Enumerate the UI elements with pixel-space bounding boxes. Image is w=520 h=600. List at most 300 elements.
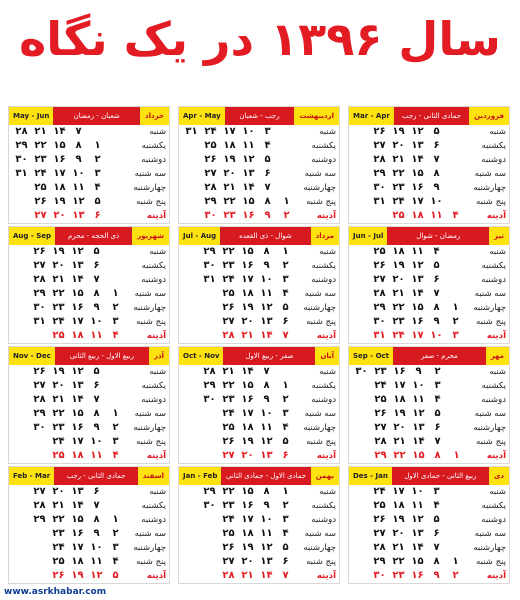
week-column [389,245,408,343]
date-cell: ۳۰ [33,422,46,433]
date-cell [182,167,201,181]
weekday-label: شنبه [319,247,336,257]
weekday-label: آدینه [146,571,166,581]
date-cell: ۱۹ [223,154,236,165]
date-cell: ۸ [433,168,440,179]
date-cell: ۳ [452,330,459,341]
date-cell [106,393,125,407]
weekday-label: چهارشنبه [473,183,506,193]
date-cell [30,541,49,555]
date-cell: ۲۶ [374,408,387,419]
weekday-label: پنج شنبه [476,557,506,567]
week-column [87,245,106,343]
weekday-label: یکشنبه [311,261,336,271]
date-cell: ۱۱ [260,528,273,539]
date-cell: ۱۶ [71,302,84,313]
weekday-label: آدینه [146,211,166,221]
date-cell: ۲ [282,500,289,511]
month-header [179,227,339,245]
weekday-column [125,485,169,583]
date-cell: ۱۰ [72,168,85,179]
weekday-label: سه شنبه [134,169,166,179]
date-cell: ۱۳ [71,260,84,271]
date-cell [106,259,125,273]
month-name: فروردین [469,107,509,125]
date-cell: ۱۱ [72,182,85,193]
week-column [182,125,201,223]
lunar-range: رجب - شعبان [225,107,295,125]
weekday-label: دوشنبه [311,395,336,405]
date-cell: ۸ [93,408,100,419]
weekday-label: سه شنبه [304,529,336,539]
weekday-label: پنج شنبه [136,557,166,567]
date-cell [200,541,219,555]
date-cell: ۲۷ [222,556,235,567]
date-cell: ۲۸ [222,570,235,581]
date-cell: ۱۱ [260,422,273,433]
date-cell: ۱۲ [260,542,273,553]
date-cell [12,209,31,223]
date-cell: ۶ [94,210,101,221]
date-cell: ۲۸ [222,330,235,341]
weekday-label: آدینه [316,571,336,581]
date-cell: ۱ [452,556,459,567]
weekday-label: دوشنبه [311,275,336,285]
date-cell: ۹ [433,316,440,327]
date-cell: ۲۴ [204,126,217,137]
date-cell: ۳۰ [373,182,386,193]
date-cell: ۱۱ [430,210,443,221]
date-cell: ۴ [433,500,440,511]
weekday-column [295,365,339,463]
date-cell: ۲۰ [241,450,254,461]
date-cell [446,153,465,167]
date-cell: ۱۹ [241,436,254,447]
date-cell: ۲۴ [34,168,47,179]
date-cell: ۱ [452,302,459,313]
date-cell: ۷ [434,436,441,447]
date-cell [447,365,466,379]
date-cell [200,301,219,315]
weekday-column [465,485,509,583]
date-cell: ۲۰ [392,140,405,151]
weekday-column [125,245,169,343]
date-cell: ۲۶ [373,126,386,137]
date-cell [277,125,296,139]
month-name: دی [489,467,509,485]
date-cell: ۲۳ [222,500,235,511]
date-cell: ۲۹ [203,246,216,257]
date-cell: ۱۰ [242,126,255,137]
weekday-label: سه شنبه [474,289,506,299]
date-cell: ۳ [264,126,271,137]
date-cell: ۲ [112,302,119,313]
week-column [257,245,276,343]
date-cell: ۲۷ [204,168,217,179]
date-cell [200,569,219,583]
date-cell: ۱۳ [71,486,84,497]
weekday-label: پنج شنبه [136,317,166,327]
date-columns [179,485,295,583]
date-cell [200,407,219,421]
month-header [349,467,509,485]
date-cell [446,287,465,301]
date-cell: ۲۹ [203,486,216,497]
date-cell [446,181,465,195]
weekday-label: سه شنبه [304,169,336,179]
date-cell [352,421,371,435]
weekday-label: آدینه [486,571,506,581]
date-cell: ۴ [112,450,119,461]
date-cell: ۴ [434,394,441,405]
date-cell: ۱۰ [260,514,273,525]
date-cell: ۱۷ [411,330,424,341]
date-cell: ۲۴ [374,380,387,391]
week-column [389,485,408,583]
date-cell: ۱۳ [260,450,273,461]
date-cell: ۱۶ [411,316,424,327]
month-panel [348,466,510,584]
week-column [31,125,50,223]
weekday-label: شنبه [319,367,336,377]
months-grid [8,106,514,586]
date-cell: ۲۲ [222,486,235,497]
lunar-range: ربیع الاول - ربیع الثانی [55,347,149,365]
date-cell: ۴ [264,140,271,151]
date-cell: ۱۷ [241,274,254,285]
date-cell: ۲۸ [204,182,217,193]
week-column [49,365,68,463]
date-cell: ۲۴ [222,514,235,525]
date-cell: ۸ [93,514,100,525]
date-cell [106,485,125,499]
lunar-range: جمادی الاول - جمادی الثانی [221,467,310,485]
date-cell: ۱۳ [411,274,424,285]
date-cell: ۱۸ [241,288,254,299]
gregorian-range: Nov - Dec [9,347,55,365]
date-cell: ۳۰ [204,210,217,221]
date-cell: ۷ [75,126,82,137]
date-cell: ۲۵ [374,394,387,405]
date-cell [106,499,125,513]
date-cell: ۲ [112,422,119,433]
date-cell: ۸ [434,450,441,461]
date-cell: ۲۷ [34,210,47,221]
weekday-label: دوشنبه [481,395,506,405]
date-cell [200,555,219,569]
month-name: اسفند [138,467,169,485]
date-cell: ۶ [433,274,440,285]
date-cell [200,435,219,449]
date-cell: ۱ [282,486,289,497]
date-cell: ۱۶ [71,422,84,433]
weekday-label: شنبه [149,487,166,497]
date-cell: ۱۲ [411,126,424,137]
weekday-label: آدینه [146,331,166,341]
date-cell: ۱۰ [90,542,103,553]
date-cell: ۲۶ [33,246,46,257]
date-cell: ۱۵ [412,450,425,461]
date-cell: ۱۰ [90,436,103,447]
weekday-label: پنج شنبه [476,317,506,327]
date-cell: ۲ [452,570,459,581]
weekday-label: چهارشنبه [303,423,336,433]
date-cell: ۱۵ [411,556,424,567]
date-cell: ۱۵ [71,514,84,525]
date-cell: ۳۱ [185,126,198,137]
date-cell: ۲۷ [222,316,235,327]
date-cell: ۹ [415,366,422,377]
date-cell [107,167,126,181]
date-cell: ۲۶ [373,260,386,271]
date-cell: ۲۸ [15,126,28,137]
date-cell: ۱۳ [412,422,425,433]
weekday-label: دوشنبه [141,395,166,405]
month-header [9,467,169,485]
date-cell: ۳۱ [33,316,46,327]
weekday-label: یکشنبه [481,501,506,511]
date-columns [349,125,465,223]
week-column [201,125,220,223]
date-cell [107,125,126,139]
week-column [371,365,390,463]
date-cell: ۲۲ [392,168,405,179]
date-cell: ۱۴ [241,366,254,377]
date-cell: ۱۸ [411,210,424,221]
date-cell: ۲۵ [52,330,65,341]
weekday-label: دوشنبه [481,155,506,165]
month-name: آبان [315,347,339,365]
date-cell: ۲۲ [52,408,65,419]
date-cell: ۱۰ [430,196,443,207]
date-cell: ۲ [282,394,289,405]
week-column [30,365,49,463]
date-cell: ۹ [93,302,100,313]
date-cell: ۱۴ [71,274,84,285]
weekday-label: شنبه [489,127,506,137]
date-cell: ۱۶ [241,260,254,271]
week-column [87,485,106,583]
month-name: بهمن [311,467,339,485]
date-cell: ۲۳ [374,366,387,377]
date-cell [200,527,219,541]
date-cell [107,209,126,223]
month-name: تیر [489,227,509,245]
date-cell [106,245,125,259]
date-cell: ۴ [112,556,119,567]
date-cell: ۵ [93,366,100,377]
date-cell: ۱۲ [242,154,255,165]
month-name: خرداد [140,107,169,125]
weekday-label: پنج شنبه [476,437,506,447]
date-cell: ۱۰ [430,330,443,341]
date-cell [446,195,465,209]
week-column [276,485,295,583]
date-cell: ۲۱ [52,394,65,405]
date-cell: ۲۱ [241,570,254,581]
week-column [408,125,427,223]
date-cell: ۷ [433,288,440,299]
date-cell [447,435,466,449]
date-cell: ۲۲ [393,450,406,461]
date-cell: ۱۸ [393,394,406,405]
weekday-label: شنبه [149,247,166,257]
date-cell: ۳۰ [373,316,386,327]
date-cell: ۳ [282,514,289,525]
date-cell: ۱۱ [90,556,103,567]
date-cell: ۲۴ [392,196,405,207]
weekday-column [125,365,169,463]
date-cell: ۱۹ [392,260,405,271]
gregorian-range: Jun - Jul [349,227,387,245]
weekday-label: چهارشنبه [303,183,336,193]
date-cell: ۱۶ [71,528,84,539]
date-cell: ۲۶ [34,196,47,207]
date-cell: ۹ [263,394,270,405]
date-cell: ۱۸ [71,556,84,567]
week-column [370,485,389,583]
weekday-label: شنبه [489,487,506,497]
date-cell: ۲۵ [204,140,217,151]
date-cell [106,365,125,379]
weekday-label: پنج شنبه [476,197,506,207]
date-cell: ۵ [433,126,440,137]
date-cell: ۱۶ [241,500,254,511]
week-column [390,365,409,463]
date-cell [182,181,201,195]
weekday-label: پنج شنبه [136,437,166,447]
date-cell: ۱۵ [411,168,424,179]
date-cell: ۱۷ [71,316,84,327]
date-cell: ۱۱ [90,330,103,341]
month-panel [178,466,340,584]
week-column [30,245,49,343]
date-cell: ۱۵ [71,288,84,299]
week-column [50,125,69,223]
date-cell: ۶ [93,486,100,497]
date-cell: ۲۹ [15,140,28,151]
date-cell: ۹ [93,422,100,433]
week-column [49,485,68,583]
weekday-column [296,125,339,223]
date-cell: ۵ [282,542,289,553]
gregorian-range: Oct - Nov [179,347,223,365]
date-cell: ۵ [433,514,440,525]
month-header [9,347,169,365]
date-cell: ۴ [282,528,289,539]
date-cell: ۱۳ [411,528,424,539]
date-cell: ۹ [264,210,271,221]
date-cell: ۶ [433,528,440,539]
date-cell [446,499,465,513]
date-cell [352,393,371,407]
weekday-label: چهارشنبه [473,423,506,433]
date-cell: ۱۷ [223,126,236,137]
date-cell: ۲ [112,528,119,539]
date-cell: ۸ [263,246,270,257]
date-cell: ۶ [282,316,289,327]
date-cell: ۱۷ [241,514,254,525]
weekday-label: شنبه [319,487,336,497]
week-column [352,365,371,463]
date-cell: ۲۳ [222,394,235,405]
month-header [349,347,509,365]
month-panel [178,226,340,344]
date-cell: ۱۴ [242,182,255,193]
weekday-column [466,365,509,463]
week-column [219,365,238,463]
date-cell: ۲۰ [393,422,406,433]
date-cell: ۲۰ [223,168,236,179]
date-cell: ۱۰ [260,274,273,285]
date-cell: ۳۰ [33,302,46,313]
week-column [200,485,219,583]
date-cell: ۱۸ [71,450,84,461]
date-cell: ۹ [433,570,440,581]
week-column [238,485,257,583]
week-column [106,245,125,343]
lunar-range: شعبان - رمضان [53,107,140,125]
date-cell: ۳۰ [15,154,28,165]
date-cell: ۸ [75,140,82,151]
month-header [9,227,169,245]
date-cell: ۱۳ [71,380,84,391]
date-cell: ۲۱ [241,330,254,341]
date-cell: ۳ [94,168,101,179]
date-cell: ۳۰ [203,500,216,511]
date-columns [179,125,296,223]
lunar-range: جمادی الثانی - رجب [394,107,469,125]
date-cell: ۸ [263,380,270,391]
date-cell: ۱۵ [241,486,254,497]
date-cell: ۸ [433,556,440,567]
date-cell: ۲۰ [241,316,254,327]
week-column [12,125,31,223]
date-cell: ۲۵ [222,528,235,539]
date-cell [447,421,466,435]
date-cell: ۱۹ [241,542,254,553]
date-cell [446,167,465,181]
date-cell: ۱۸ [53,182,66,193]
date-cell: ۳۰ [373,570,386,581]
date-cell: ۲۰ [392,528,405,539]
date-cell [447,379,466,393]
week-column [239,125,258,223]
date-columns [349,365,466,463]
date-cell: ۲۹ [203,380,216,391]
date-cell [446,125,465,139]
date-cell [30,435,49,449]
weekday-label: یکشنبه [311,501,336,511]
date-cell [30,449,49,463]
weekday-label: پنج شنبه [306,197,336,207]
date-cell: ۴ [282,288,289,299]
date-cell: ۶ [264,168,271,179]
week-column [106,365,125,463]
week-column [370,125,389,223]
lunar-range: ذی الحجه - محرم [55,227,132,245]
date-cell: ۱۵ [53,140,66,151]
date-cell: ۳۰ [203,260,216,271]
week-column [389,125,408,223]
week-column [257,485,276,583]
week-column [408,485,427,583]
weekday-label: پنج شنبه [306,437,336,447]
date-cell [200,421,219,435]
date-cell: ۳۱ [203,274,216,285]
week-column [446,485,465,583]
date-cell: ۲۸ [373,542,386,553]
